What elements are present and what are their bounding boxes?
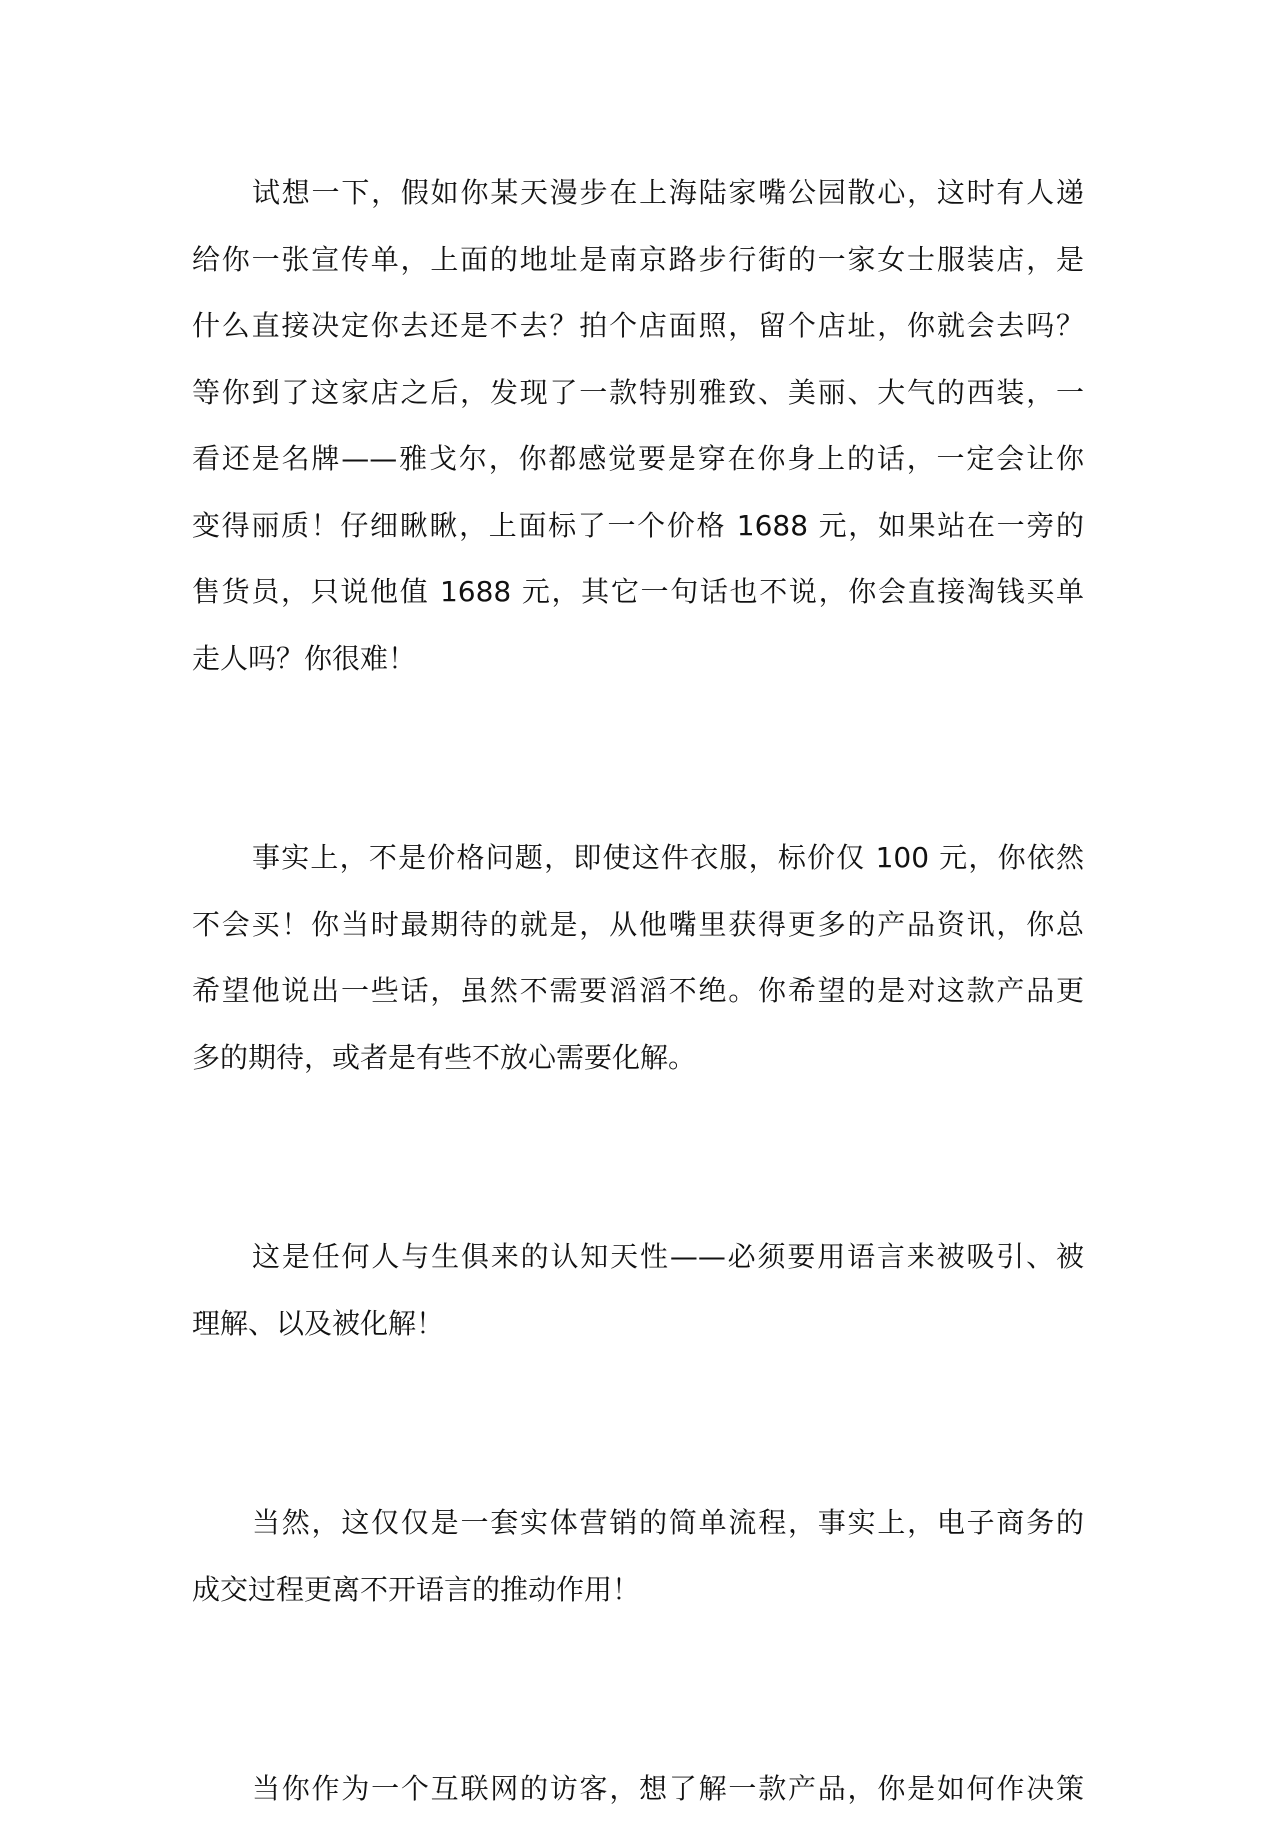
text-line: 理解、以及被化解！ [192, 1306, 445, 1340]
paragraph-spacer [192, 692, 1084, 825]
text-line: 当你作为一个互联网的访客，想了解一款产品，你是如何作决策 [252, 1772, 1084, 1805]
text-line: 售货员，只说他值 1688 元，其它一句话也不说，你会直接淘钱买单 [192, 575, 1084, 608]
text-line: 多的期待，或者是有些不放心需要化解。 [192, 1040, 697, 1074]
text-line: 成交过程更离不开语言的推动作用！ [192, 1572, 641, 1606]
text-line: 看还是名牌——雅戈尔，你都感觉要是穿在你身上的话，一定会让你 [192, 442, 1084, 475]
paragraph-spacer [192, 1623, 1084, 1756]
paragraph-2 [192, 825, 1084, 1091]
text-line: 这是任何人与生俱来的认知天性——必须要用语言来被吸引、被 [252, 1240, 1084, 1273]
text-line: 当然，这仅仅是一套实体营销的简单流程，事实上，电子商务的 [252, 1506, 1084, 1539]
paragraph-spacer [192, 1357, 1084, 1490]
text-line: 试想一下，假如你某天漫步在上海陆家嘴公园散心，这时有人递 [252, 176, 1084, 209]
text-line: 希望他说出一些话，虽然不需要滔滔不绝。你希望的是对这款产品更 [192, 974, 1084, 1007]
text-line: 事实上，不是价格问题，即使这件衣服，标价仅 100 元，你依然 [252, 841, 1084, 874]
paragraph-spacer [192, 1091, 1084, 1224]
text-line: 变得丽质！仔细瞅瞅，上面标了一个价格 1688 元，如果站在一旁的 [192, 508, 1084, 542]
text-line: 什么直接决定你去还是不去？拍个店面照，留个店址，你就会去吗？ [192, 309, 1084, 342]
document-body [192, 160, 1084, 1823]
text-line: 等你到了这家店之后，发现了一款特别雅致、美丽、大气的西装，一 [192, 375, 1084, 409]
paragraph-1 [192, 160, 1084, 692]
text-line: 不会买！你当时最期待的就是，从他嘴里获得更多的产品资讯，你总 [192, 907, 1084, 941]
paragraph-5 [192, 1756, 1084, 1823]
text-line: 给你一张宣传单，上面的地址是南京路步行街的一家女士服装店，是 [192, 242, 1084, 276]
text-line: 走人吗？你很难！ [192, 641, 417, 675]
paragraph-4 [192, 1490, 1084, 1623]
paragraph-3 [192, 1224, 1084, 1357]
